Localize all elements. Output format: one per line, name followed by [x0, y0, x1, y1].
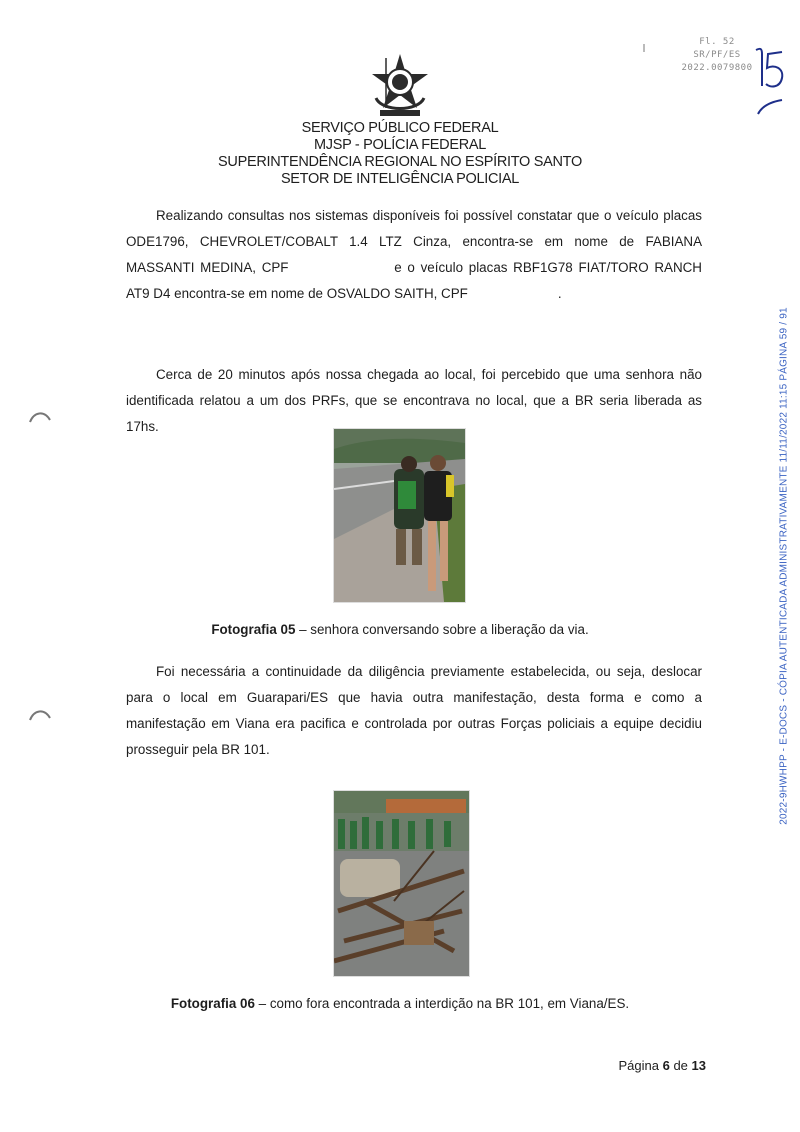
authentication-side-stamp: 2022-9HWHPP - E-DOCS - CÓPIA AUTENTICADA ADMINISTRATIVAMENTE 11/11/2022 11:15 PÁGINA 59 / 91 [778, 307, 790, 825]
header-line-2: MJSP - POLÍCIA FEDERAL [313, 137, 487, 153]
footer-prefix: Página [618, 1058, 663, 1073]
header-line-3: SUPERINTENDÊNCIA REGIONAL NO ESPÍRITO SANTO [218, 154, 582, 170]
handwritten-page-number [752, 46, 786, 120]
photo-06-image [333, 790, 470, 977]
paragraph-vehicle-query [126, 203, 702, 307]
photo-05-image [333, 428, 466, 603]
caption-photo-05 [100, 622, 700, 637]
binder-mark-icon [28, 708, 52, 722]
page-number-footer [560, 1058, 706, 1073]
binder-mark-icon [28, 410, 52, 424]
header-line-1: SERVIÇO PÚBLICO FEDERAL [301, 120, 499, 136]
caption-photo-06 [100, 996, 700, 1011]
header-line-4: SETOR DE INTELIGÊNCIA POLICIAL [280, 171, 520, 187]
paragraph-3: Foi necessária a continuidade da diligência previamente estabelecida, ou seja, deslocar para o local em Guarapari/ES que havia outra manifestação, desta forma e como a manifestação em Viana era pacifica e controlada por outras Forças policiais a equipe decidiu prosseguir pela BR 101. [126, 664, 702, 757]
institution-header [150, 120, 650, 188]
scan-mark [643, 44, 645, 52]
footer-total-pages: 13 [691, 1058, 706, 1073]
stamp-unit: SR/PF/ES [693, 50, 741, 60]
stamp-number: 2022.0079800 [681, 63, 753, 73]
paragraph-continuation [126, 659, 702, 763]
footer-current-page: 6 [662, 1058, 670, 1073]
stamp-folio: Fl. 52 [699, 37, 735, 47]
paragraph-1a: Realizando consultas nos sistemas disponíveis foi possível constatar que o veículo placas ODE1796, CHEVROLET/COBALT 1.4 LTZ Cinza, encontra-se em nome de FABIANA MASSANTI MEDINA, CPF [126, 208, 702, 275]
protocol-stamp [672, 36, 762, 75]
caption-photo-06-label: Fotografia 06 [170, 996, 255, 1011]
paragraph-1c: . [557, 286, 562, 301]
caption-photo-06-text: – como fora encontrada a interdição na BR 101, em Viana/ES. [254, 996, 630, 1011]
caption-photo-05-text: – senhora conversando sobre a liberação da via. [295, 622, 589, 637]
footer-mid: de [669, 1058, 692, 1073]
caption-photo-05-label: Fotografia 05 [211, 622, 296, 637]
coat-of-arms-icon [366, 52, 434, 120]
paragraph-1b: e o veículo placas RBF1G78 FIAT/TORO RANCH AT9 D4 encontra-se em nome de OSVALDO SAITH, CPF [126, 260, 702, 301]
paragraph-2: Cerca de 20 minutos após nossa chegada ao local, foi percebido que uma senhora não identificada relatou a um dos PRFs, que se encontrava no local, que a BR seria liberada as 17hs. [126, 367, 702, 434]
